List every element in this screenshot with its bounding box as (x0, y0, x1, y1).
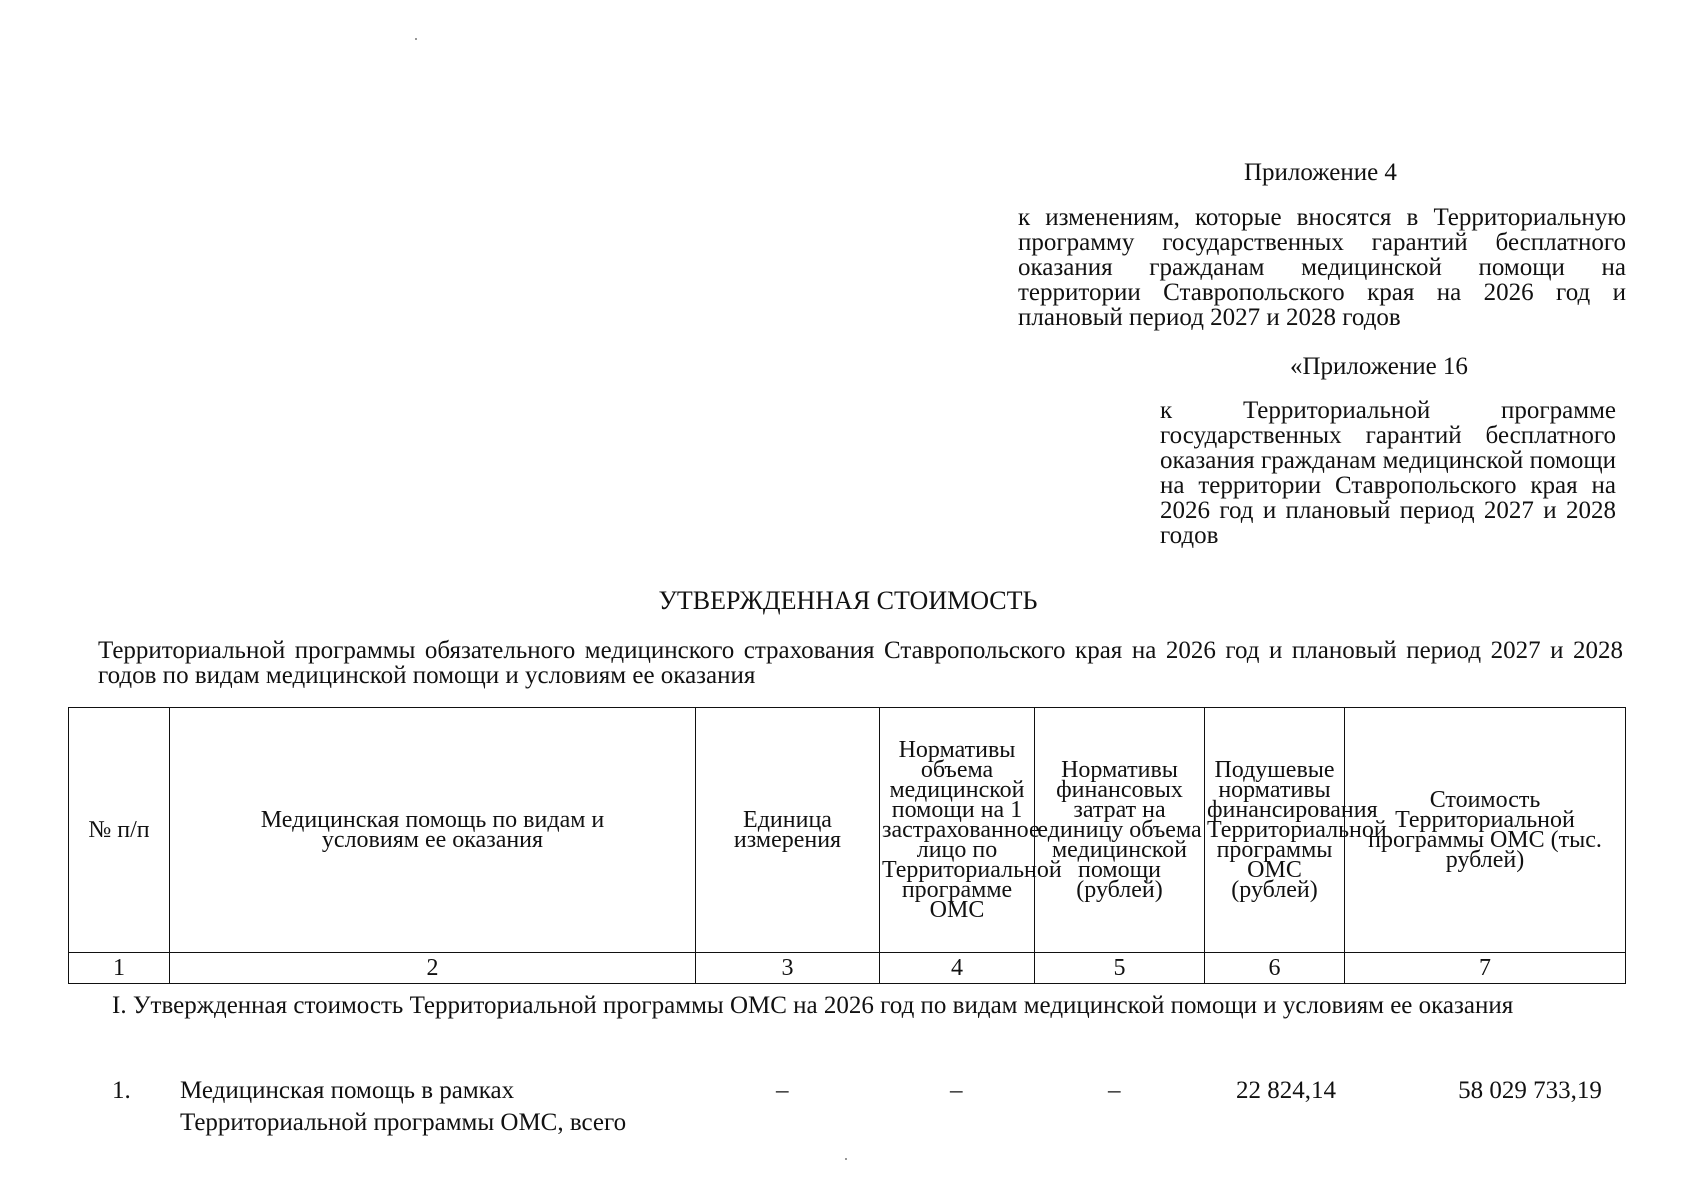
scan-speck (845, 1158, 847, 1160)
column-number: 5 (1035, 953, 1205, 984)
column-number: 3 (696, 953, 880, 984)
column-number: 4 (880, 953, 1035, 984)
header-medical-care: Медицинская помощь по видам и условиям ее оказания (170, 708, 696, 953)
header-unit: Единица измерения (696, 708, 880, 953)
row-volume-norm: – (950, 1077, 963, 1104)
column-number: 6 (1205, 953, 1345, 984)
row-per-capita: 22 824,14 (1236, 1077, 1336, 1104)
header-volume-norm: Нормативы объема медицинской помощи на 1 застрахованное лицо по Территориальной программе ОМС (880, 708, 1035, 953)
header-cost-norm: Нормативы финансовых затрат на единицу объема медицинской помощи (рублей) (1035, 708, 1205, 953)
scan-speck (415, 38, 417, 40)
column-number: 1 (69, 953, 170, 984)
document-subtitle: Территориальной программы обязательного медицинского страхования Ставропольского края на 2026 год и плановый период 2027 и 2028 годов по видам медицинской помощи и условиям ее оказания (98, 637, 1623, 689)
header-total-cost: Стоимость Территориальной программы ОМС (тыс. рублей) (1345, 708, 1626, 953)
appendix-text: к Территориальной программе государственных гарантий бесплатного оказания гражданам медицинской помощи на территории Ставропольского края на 2026 год и плановый период 2027 и 2028 годов (1160, 397, 1616, 549)
row-name: Медицинская помощь в рамках Территориальной программы ОМС, всего (180, 1077, 627, 1136)
column-number: 7 (1345, 953, 1626, 984)
annex-title: Приложение 4 (1244, 159, 1397, 186)
annex-text: к изменениям, которые вносятся в Территориальную программу государственных гарантий бесплатного оказания гражданам медицинской помощи на территории Ставропольского края на 2026 год и плановый период 2027 и 2028 годов (1018, 204, 1626, 331)
row-number: 1. (112, 1077, 131, 1104)
section-heading: I. Утвержденная стоимость Территориальной программы ОМС на 2026 год по видам медицинской помощи и условиям ее оказания (112, 992, 1514, 1019)
document-title: УТВЕРЖДЕННАЯ СТОИМОСТЬ (658, 586, 1038, 615)
header-number: № п/п (69, 708, 170, 953)
table-header-row (69, 708, 1626, 953)
column-number-row (69, 953, 1626, 984)
column-number: 2 (170, 953, 696, 984)
cost-table (68, 707, 1626, 984)
header-per-capita: Подушевые нормативы финансирования Территориальной программы ОМС (рублей) (1205, 708, 1345, 953)
appendix-title: «Приложение 16 (1290, 353, 1468, 380)
row-unit: – (776, 1077, 789, 1104)
row-cost-norm: – (1108, 1077, 1121, 1104)
row-total: 58 029 733,19 (1458, 1077, 1602, 1104)
